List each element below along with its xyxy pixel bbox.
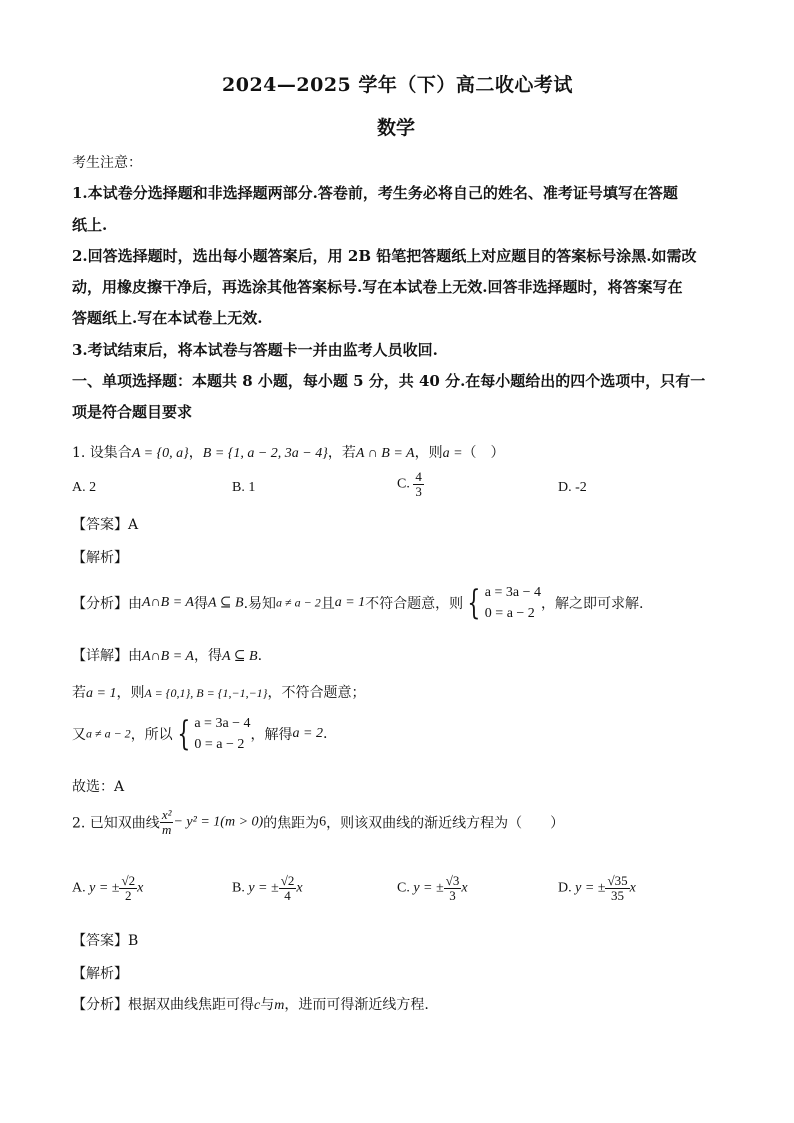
notice-item1-line1: 1.本试卷分选择题和非选择题两部分.答卷前，考生务必将自己的姓名、准考证号填写在答题 [72, 184, 678, 202]
q1-option-d: D. -2 [558, 480, 587, 495]
q1-fenxi-i: 不符合题意，则 [365, 596, 464, 612]
q2-option-d-label: D. [558, 880, 572, 896]
q1-set-b: B = {1, a − 2, 3a − 4} [202, 446, 328, 461]
q1-case [72, 682, 365, 702]
q1-comma: ， [188, 445, 203, 461]
notice-item2-line1: 2.回答选择题时，选出每小题答案后，用 2B 铅笔把答题纸上对应题目的答案标号涂黑.如需改 [72, 247, 697, 265]
q1-fenxi-f: a ≠ a − 2 [276, 595, 321, 610]
q2-option-c [397, 874, 468, 903]
q1-fenxi-b: A∩B = A [142, 595, 194, 610]
q2-mid: 的焦距为 [263, 815, 320, 832]
q2-frac-den: m [161, 822, 172, 837]
q1-option-a: A. 2 [72, 480, 97, 495]
q1-xiang-b: A∩B = A [142, 649, 194, 664]
q2-option-b-den: 4 [284, 888, 291, 903]
q2-option-d-num: √35 [607, 873, 628, 888]
q2-eq-rest: − y² = 1(m > 0) [173, 814, 264, 830]
q1-xiang-c: ，得 [193, 648, 222, 664]
q1-fenxi-a: 【分析】由 [72, 596, 142, 612]
q2-option-a-label: A. [72, 880, 86, 896]
q1-case-c: ，则 [116, 685, 145, 701]
q2-option-c-pre: y = ± [413, 880, 444, 896]
q2-option-c-x: x [461, 880, 468, 896]
q2-option-b-x: x [296, 880, 303, 896]
q1-you [72, 713, 327, 755]
q1-fenxi-c: 得 [193, 596, 208, 612]
q1-you-sys-row2: 0 = a − 2 [194, 737, 245, 752]
q2-answer: 【答案】B [72, 933, 139, 949]
q1-option-c-den: 3 [415, 484, 422, 499]
q2-option-d-den: 35 [611, 888, 625, 903]
notice-item3: 3.考试结束后，将本试卷与答题卡一并由监考人员收回. [72, 341, 438, 359]
q1-you-system [194, 713, 250, 755]
q2-option-b [232, 874, 303, 903]
q1-fenxi-j: ，解之即可求解. [541, 596, 644, 612]
q1-select: 故选：A [72, 779, 125, 795]
q1-cond-pre: ，若 [327, 445, 356, 461]
section1-heading-line2: 项是符合题目要求 [72, 403, 193, 421]
q1-ask: a = [442, 446, 463, 461]
section1-heading-line1: 一、单项选择题：本题共 8 小题，每小题 5 分，共 40 分.在每小题给出的四个选项中，只有一 [72, 372, 706, 390]
q1-stem [72, 442, 505, 462]
q1-you-a: 又 [72, 727, 86, 743]
q1-xiang-a: 【详解】由 [72, 648, 142, 664]
q1-fenxi-sys-row2: 0 = a − 2 [484, 606, 535, 621]
q2-option-a-num: √2 [121, 873, 136, 888]
q2-option-a-x: x [137, 880, 144, 896]
q2-fenxi-d: ，进而可得渐近线方程. [284, 997, 429, 1013]
q1-xiangjie [72, 645, 262, 665]
subject-title: 数学 [377, 117, 416, 139]
q1-case-a: 若 [72, 685, 86, 701]
q1-option-c-num: 4 [415, 469, 422, 484]
q1-you-c: ，所以 [130, 727, 173, 743]
notice-heading: 考生注意： [72, 155, 142, 171]
q1-you-e: a = 2 [292, 726, 323, 741]
notice-item2-line2: 动，用橡皮擦干净后，再选涂其他答案标号.写在本试卷上无效.回答非选择题时，将答案写在 [72, 278, 683, 296]
q1-fenxi-d: A ⊆ B [207, 595, 244, 611]
q2-option-a-den: 2 [125, 888, 132, 903]
q2-option-a-fraction [119, 874, 137, 903]
q1-set-a: A = {0, a} [131, 446, 189, 461]
q1-you-d: ，解得 [250, 727, 293, 743]
q1-paren: （ ） [462, 445, 505, 461]
q1-xiang-d: A ⊆ B [221, 649, 258, 664]
q1-ask-pre: ，则 [414, 445, 443, 461]
q2-stem [72, 808, 564, 837]
q1-you-sys-row1: a = 3a − 4 [194, 716, 251, 731]
q1-case-b: a = 1 [86, 686, 117, 701]
q2-option-b-pre: y = ± [248, 880, 279, 896]
q2-fenxi [72, 994, 429, 1014]
q2-fenxi-b: 与 [260, 997, 275, 1013]
q1-fenxi [72, 582, 643, 624]
q1-you-brace: { [177, 714, 190, 754]
q2-option-c-den: 3 [449, 888, 456, 903]
q2-six: 6 [319, 814, 327, 830]
q1-you-f: . [323, 726, 328, 742]
q1-fenxi-sys-row1: a = 3a − 4 [484, 585, 542, 600]
q2-option-d-x: x [629, 880, 636, 896]
q1-option-c-fraction [413, 470, 424, 499]
q2-option-d [558, 874, 636, 903]
q2-frac-num: x² [161, 807, 172, 822]
q1-cond: A ∩ B = A [355, 446, 415, 461]
q1-option-b: B. 1 [232, 480, 256, 495]
q1-case-d: A = {0,1}, B = {1,−1,−1} [144, 686, 268, 700]
q2-option-b-fraction [279, 874, 297, 903]
q2-fenxi-m: m [274, 998, 285, 1013]
q2-option-a [72, 874, 143, 903]
q1-fenxi-e: .易知 [243, 596, 277, 612]
q1-answer: 【答案】A [72, 517, 139, 533]
q2-option-d-pre: y = ± [575, 880, 606, 896]
q2-option-c-fraction [444, 874, 462, 903]
q1-fenxi-h: a = 1 [334, 595, 366, 610]
notice-item2-line3: 答题纸上.写在本试卷上无效. [72, 309, 263, 327]
q2-option-b-label: B. [232, 880, 245, 896]
notice-item1-line2: 纸上. [72, 216, 108, 234]
exam-title: 2024—2025 学年（下）高二收心考试 [222, 74, 573, 96]
q2-option-c-label: C. [397, 880, 410, 896]
q1-fenxi-system [485, 582, 541, 624]
q1-case-e: ，不符合题意； [267, 685, 366, 701]
q2-fenxi-a: 【分析】根据双曲线焦距可得 [72, 997, 254, 1013]
q2-tail: ，则该双曲线的渐近线方程为（ ） [326, 815, 565, 832]
q2-option-c-num: √3 [445, 873, 460, 888]
q1-you-b: a ≠ a − 2 [86, 726, 131, 741]
q2-fenxi-c: c [254, 998, 261, 1013]
q2-fraction [160, 808, 174, 837]
q1-fenxi-brace: { [467, 583, 481, 623]
q1-prefix: 1. 设集合 [72, 445, 132, 461]
q2-option-b-num: √2 [280, 873, 295, 888]
q1-fenxi-g: 且 [320, 596, 335, 612]
q1-option-c [397, 470, 424, 499]
q2-prefix: 2. 已知双曲线 [72, 815, 160, 832]
q1-xiang-e: . [257, 648, 263, 664]
q2-option-a-pre: y = ± [89, 880, 120, 896]
q2-analysis-label: 【解析】 [72, 966, 128, 982]
q1-analysis-label: 【解析】 [72, 550, 128, 566]
q2-option-d-fraction [605, 874, 629, 903]
q1-option-c-label: C. [397, 476, 410, 492]
